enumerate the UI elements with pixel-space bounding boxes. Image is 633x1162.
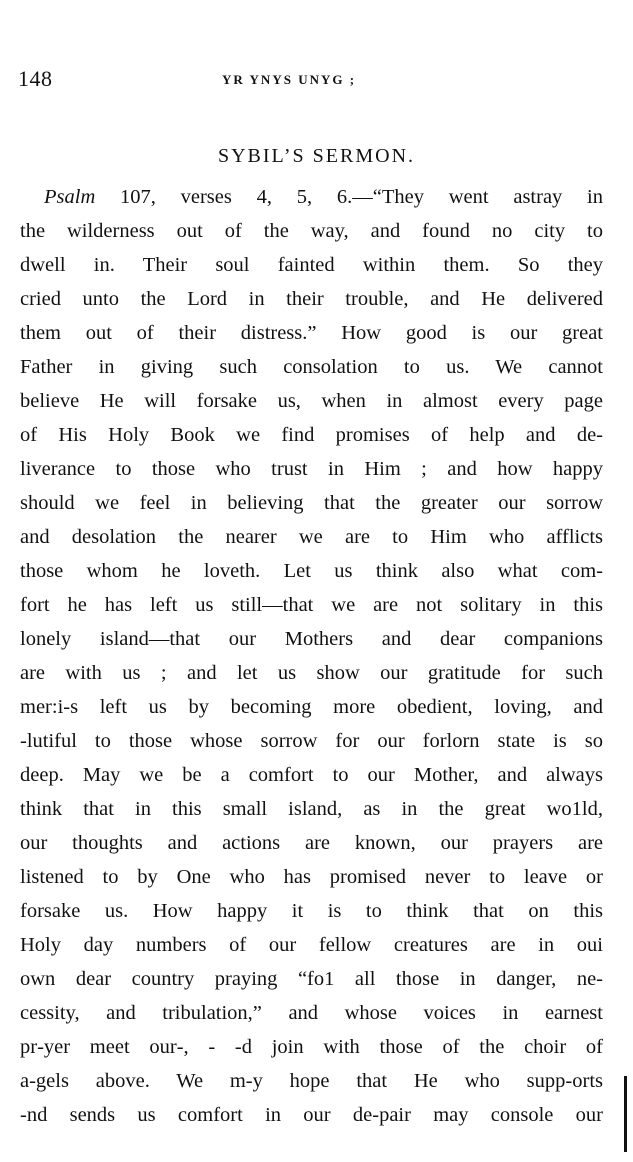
page-number: 148 xyxy=(18,66,53,91)
sermon-line: and desolation the nearer we are to Him who afflicts xyxy=(20,526,603,548)
sermon-line-first xyxy=(20,180,603,214)
sermon-line: ‑lutiful to those whose sorrow for our forlorn state is so xyxy=(20,730,603,752)
sermon-line: liverance to those who trust in Him ; and how happy xyxy=(20,458,603,480)
sermon-line: the wilderness out of the way, and found no city to xyxy=(20,220,603,242)
sermon-line: those whom he loveth. Let us think also what com- xyxy=(20,560,603,582)
sermon-line: own dear country praying “fo1 all those in danger, ne- xyxy=(20,968,603,990)
sermon-line: think that in this small island, as in the great wo1ld, xyxy=(20,798,603,820)
sermon-line: should we feel in believing that the greater our sorrow xyxy=(20,492,603,514)
sermon-line: Father in giving such consolation to us. We cannot xyxy=(20,356,603,378)
sermon-line: fort he has left us still—that we are not solitary in this xyxy=(20,594,603,616)
sermon-title: SYBIL’S SERMON. xyxy=(217,145,416,167)
sermon-line: deep. May we be a comfort to our Mother, and always xyxy=(20,764,603,786)
sermon-line: forsake us. How happy it is to think that on this xyxy=(20,900,603,922)
sermon-line: Holy day numbers of our fellow creatures are in oui xyxy=(20,934,603,956)
sermon-line: mer:i‑s left us by becoming more obedient, loving, and xyxy=(20,696,603,718)
sermon-line: cried unto the Lord in their trouble, and He delivered xyxy=(20,288,603,310)
sermon-line: pr‑yer meet our‑, ‑ ‑d join with those of the choir of xyxy=(20,1036,603,1058)
sermon-line: lonely island—that our Mothers and dear companions xyxy=(20,628,603,650)
sermon-line: a‑gels above. We m‑y hope that He who supp‑orts xyxy=(20,1070,603,1092)
psalm-citation: 107, verses 4, 5, 6.—“They went astray in xyxy=(95,186,603,208)
sermon-line: are with us ; and let us show our gratitude for such xyxy=(20,662,603,684)
sermon-body xyxy=(20,180,603,1132)
sermon-line: believe He will forsake us, when in almost every page xyxy=(20,390,603,412)
running-header: YR YNYS UNYG ; xyxy=(222,72,357,87)
sermon-line: cessity, and tribulation,” and whose voices in earnest xyxy=(20,1002,603,1024)
sermon-line: ‑nd sends us comfort in our de‑pair may console our xyxy=(20,1104,603,1126)
sermon-line: dwell in. Their soul fainted within them. So they xyxy=(20,254,603,276)
sermon-line: them out of their distress.” How good is our great xyxy=(20,322,603,344)
sermon-line: our thoughts and actions are known, our prayers are xyxy=(20,832,603,854)
psalm-reference: Psalm xyxy=(44,186,96,208)
sermon-line: of His Holy Book we find promises of help and de- xyxy=(20,424,603,446)
sermon-line: listened to by One who has promised never to leave or xyxy=(20,866,603,888)
margin-rule xyxy=(624,1076,627,1152)
